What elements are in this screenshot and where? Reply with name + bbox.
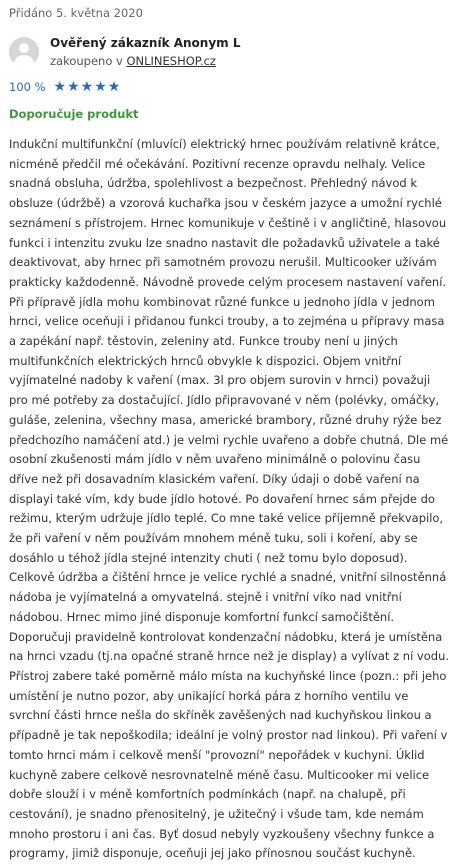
review-author <box>9 33 439 73</box>
star-icon: ★ <box>80 79 94 95</box>
star-icon: ★ <box>53 79 67 95</box>
user-avatar-icon <box>9 37 39 67</box>
star-icon: ★ <box>107 79 121 95</box>
star-icon: ★ <box>67 79 80 95</box>
shop-link[interactable]: ONLINESHOP.cz <box>126 54 216 68</box>
review-date: Přidáno 5. května 2020 <box>9 6 143 20</box>
author-purchase-info <box>50 54 216 68</box>
review-text: Indukční multifunkční (mluvící) elektrický hrnec používám relativně krátce, nicméně předčil mé očekávání. Pozitivní recenze opravdu nelhaly. Velice snadná obsluha, údržba, spolehlivost a bezpečnost. Přehledný návod k obsluze (údržbě) a vzorová kuchařka jsou v českém jazyce a umožní rychlé seznámení s přístrojem. Hrnec komunikuje v češtině i v angličtině, hlasovou funkci i intenzitu zvuku lze snadno nastavit dle požadavků uživatele a také deaktivovat, aby hrnec při samotném provozu nerušil. Multicooker užívám prakticky každodenně. Návodně provede celým procesem nastavení vaření. Při přípravě jídla mohu kombinovat různé funkce u jednoho jídla v jednom hrnci, velice oceňuji i přidanou funkci trouby, a to zejména u přípravy masa a zapékání např. těstovin, zeleniny atd. Funkce trouby není u jiných multifunkčních elektrických hrnců obvykle k dispozici. Objem vnitřní vyjímatelné nadoby k vaření (max. 3l pro objem surovin v hrnci) považuji pro mé potřeby za dostačující. Jídlo připravované v něm (polévky, omáčky, guláše, zelenina, všechny masa, americké brambory, různé druhy rýže bez předchozího namáčení atd.) je velmi rychle uvařeno a dobře chutná. Dle mé osobní zkušenosti mám jídlo v něm uvařeno minimálně o polovinu času dříve než při dosavadním klasickém vaření. Díky údaji o době vaření na displayi také vím, kdy bude jídlo hotové. Po dovaření hrnec sám přejde do režimu, kterým udržuje jídlo teplé. Co mne také velice příjemně překvapilo, že při vaření v něm používám mnohem méně tuku, soli i koření, aby se dosáhlo u téhož jídla stejné intenzity chuti ( než tomu bylo doposud). Celkově údržba a čištění hrnce je velice rychlé a snadné, vnitřní silnostěnná nádoba je vyjímatelná a omyvatelná. stejně i vnitřní víko nad vnitřní nádobou. Hrnec mimo jiné disponuje komfortní funkcí samočištění. Doporučuji pravidelně kontrolovat kondenzační nádobku, která je umístěna na hrnci vzadu (tj.na opačné straně hrnce než je display) a vylívat z ní vodu. Přístroj zabere také poměrně málo místa na kuchyňské lince (pozn.: při jeho umístění je nutno pozor, aby unikající horká pára z horního ventilu ve svrchní části hrnce nešla do skříněk zavěšených nad kuchyňskou linkou a případně je tak nepoškodila; ideální je volný prostor nad linkou). Při vaření v tomto hrnci mám i celkově menší "provozní" nepořádek v kuchyni. Úklid kuchyně zabere celkově nesrovnatelně méně času. Multicooker mi velice dobře slouží i v méně komfortních podmínkách (např. na chalupě, při cestování), je snadno přenositelný, je užitečný i všude tam, kde nemám mnoho prostoru i ani čas. Byť dosud nebyly vyzkoušeny všechny funkce a programy, jimiž disponuje, oceňuji jej jako přínosnou součást kuchyně. <box>9 137 450 861</box>
rating-stars <box>54 80 122 94</box>
recommendation-label: Doporučuje produkt <box>9 107 139 121</box>
author-name: Ověřený zákazník Anonym L <box>50 36 241 50</box>
review-rating <box>9 78 121 96</box>
rating-percent: 100 % <box>9 80 46 94</box>
star-icon: ★ <box>94 79 107 95</box>
purchased-prefix: zakoupeno v <box>50 54 123 68</box>
